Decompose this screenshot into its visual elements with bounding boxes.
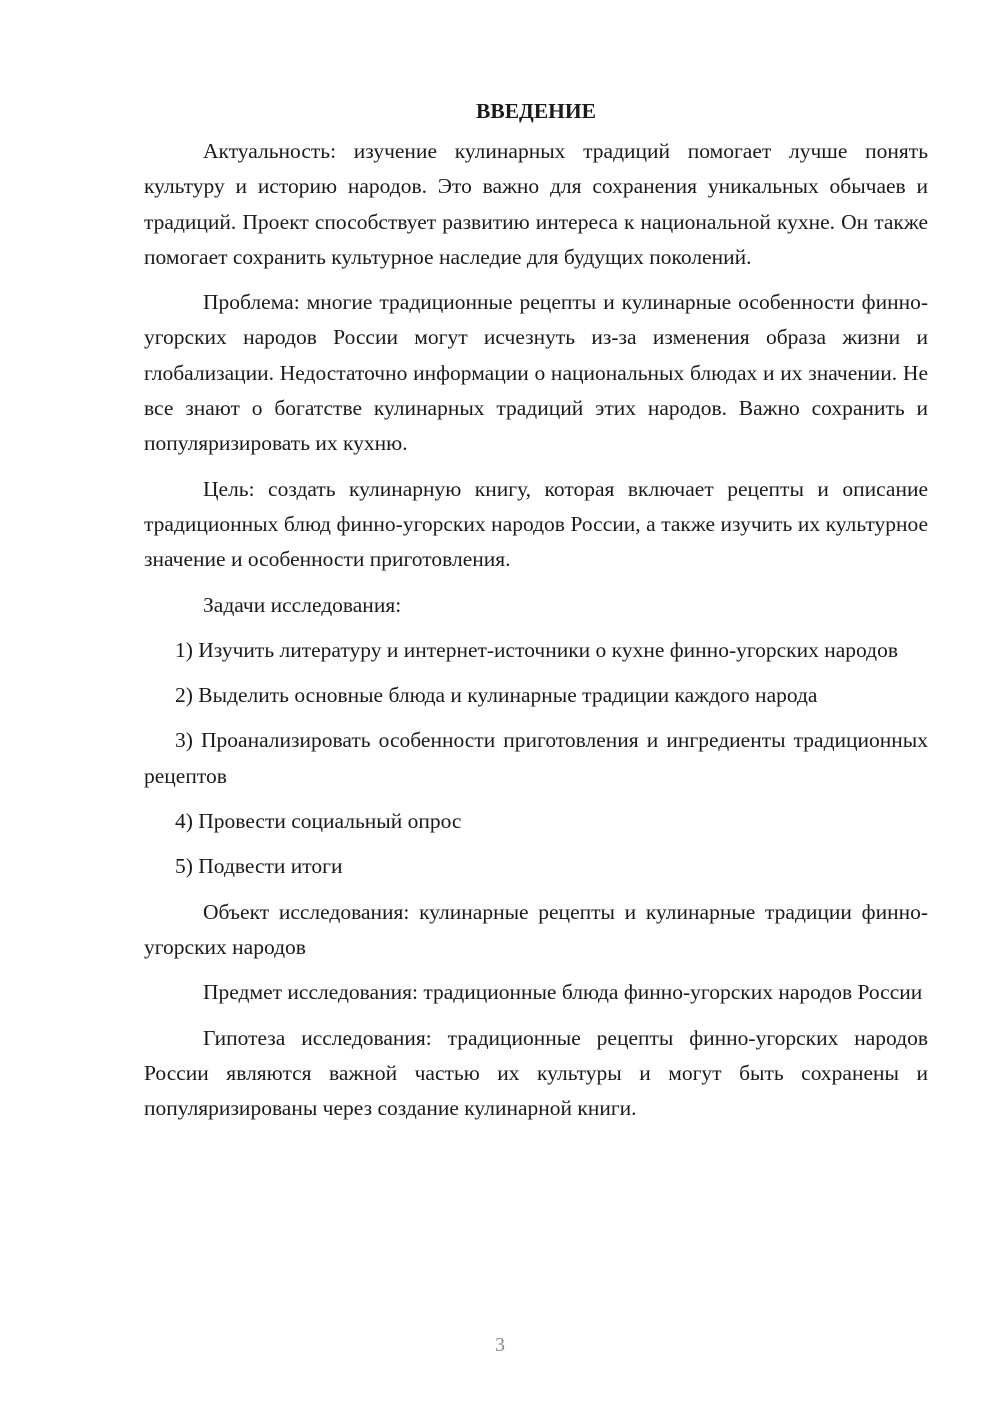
task-item-4: 4) Провести социальный опрос: [175, 809, 462, 834]
object-paragraph: Объект исследования: кулинарные рецепты и кулинарные традиции финно-угорских народов: [144, 899, 928, 959]
page-number: 3: [495, 1334, 505, 1356]
goal-paragraph: Цель: создать кулинарную книгу, которая включает рецепты и описание традиционных блюд финно-угорских народов России, а также изучить их культурное значение и особенности приготовления.: [144, 476, 928, 572]
section-title: ВВЕДЕНИЕ: [476, 99, 596, 123]
task-item-2: 2) Выделить основные блюда и кулинарные традиции каждого народа: [175, 683, 818, 708]
task-item-5: 5) Подвести итоги: [175, 854, 343, 879]
task-item-3: 3) Проанализировать особенности приготовления и ингредиенты традиционных рецептов: [144, 728, 928, 788]
problem-paragraph: Проблема: многие традиционные рецепты и кулинарные особенности финно-угорских народов России могут исчезнуть из-за изменения образа жизни и глобализации. Недостаточно информации о национальных блюдах и их значении. Не все знают о богатстве кулинарных традиций этих народов. Важно сохранить и популяризировать их кухню.: [144, 290, 928, 456]
task-item-1: 1) Изучить литературу и интернет-источники о кухне финно-угорских народов: [175, 637, 899, 662]
relevance-paragraph: Актуальность: изучение кулинарных традиций помогает лучше понять культуру и историю народов. Это важно для сохранения уникальных обычаев и традиций. Проект способствует развитию интереса к национальной кухне. Он также помогает сохранить культурное наследие для будущих поколений.: [144, 139, 928, 269]
document-page: [144, 96, 928, 1126]
subject-paragraph: Предмет исследования: традиционные блюда финно-угорских народов России: [203, 980, 923, 1005]
tasks-heading: Задачи исследования:: [203, 592, 402, 617]
hypothesis-paragraph: Гипотеза исследования: традиционные рецепты финно-угорских народов России являются важной частью их культуры и могут быть сохранены и популяризированы через создание кулинарной книги.: [144, 1025, 928, 1121]
